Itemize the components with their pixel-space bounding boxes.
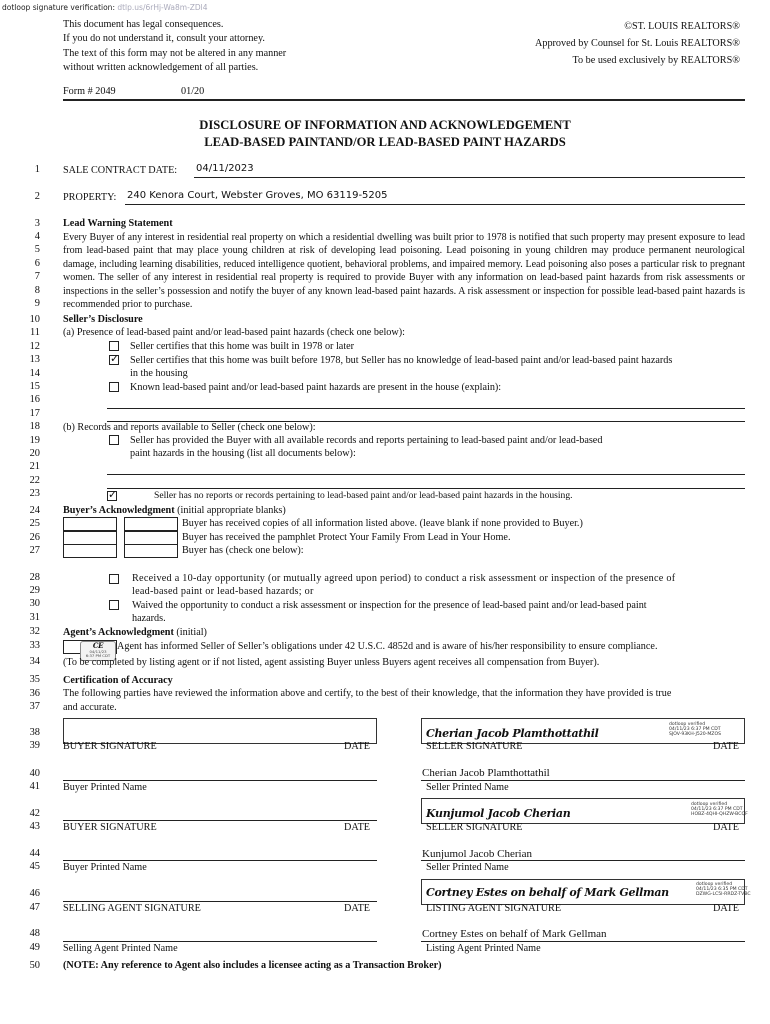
buyer-ack-note: (initial appropriate blanks)	[174, 505, 286, 516]
seller-2-verification: dotloop verified 04/11/23 6:37 PM CDT HOBZ-4QHI-QHZW-BCQF	[691, 802, 748, 818]
line-number: 1	[34, 164, 40, 175]
line-number: 36	[29, 688, 40, 699]
records-provided-checkbox[interactable]	[109, 435, 119, 445]
line-number: 11	[29, 327, 40, 338]
buyer-2-signature-line	[63, 820, 377, 821]
form-number: Form # 2049	[63, 86, 116, 97]
records-provided-label: Seller has provided the Buyer with all available records and reports pertaining to lead-based paint and/or lead-based	[130, 435, 603, 446]
certification-text: The following parties have reviewed the information above and certify, to the best of their knowledge, that the information they have provided is true	[63, 688, 672, 699]
line-number: 2	[34, 191, 40, 202]
agent-ack-note: (initial)	[173, 627, 207, 638]
buyer-has-label: Buyer has (check one below):	[182, 545, 304, 556]
agent-ack-title: Agent’s Acknowledgment	[63, 627, 174, 638]
legal-notice-line: The text of this form may not be altered in any manner	[63, 47, 287, 59]
agent-initials: CE	[92, 641, 104, 650]
waived-opportunity-label-cont: hazards.	[132, 613, 166, 624]
line-number: 39	[29, 740, 40, 751]
legal-notice-line: If you do not understand it, consult your attorney.	[63, 33, 265, 45]
no-records-label: Seller has no reports or records pertaining to lead-based paint and/or lead-based paint hazards in the housing.	[154, 490, 573, 501]
line-number: 42	[29, 808, 40, 819]
copyright-line: To be used exclusively by REALTORS®	[572, 55, 740, 66]
line-number: 30	[29, 598, 40, 609]
line-number: 19	[29, 435, 40, 446]
explain-line-1	[107, 408, 745, 409]
waived-opportunity-label: Waived the opportunity to conduct a risk assessment or inspection for the presence of lead-based paint and/or lead-based paint	[132, 600, 647, 611]
lead-warning-text: Every Buyer of any interest in residential real property on which a residential dwelling was built prior to 1978 is notified that such property may present exposure to lead from lead-based paint that may place young children at risk of developing lead poisoning. Lead poisoning in young children may produce permanent neurological damage, including learning disabilities, reduced intelligence quotient, behavioral problems, and impaired memory. Lead poisoning also poses a particular risk to pregnant women. The seller of any interest in residential real property is required to provide Buyer with any information on lead-based paint hazards from risk assessments or inspections in the seller’s possession and notify the buyer of any known lead-based paint hazards. A risk assessment or inspection for possible lead-based paint hazards is recommended prior to purchase.	[63, 232, 745, 311]
date-label: DATE	[713, 822, 740, 833]
buyer-initial-box[interactable]	[63, 544, 117, 558]
listing-agent-printed-line	[421, 941, 745, 942]
title-line-1: DISCLOSURE OF INFORMATION AND ACKNOWLEDGEMENT	[199, 118, 571, 132]
agent-ack-note: (To be completed by listing agent or if not listed, agent assisting Buyer unless Buyers agent receives all compensation from Buyer).	[63, 657, 600, 668]
line-number: 26	[29, 532, 40, 543]
documents-line-1	[107, 474, 745, 475]
seller-2-printed-line	[421, 860, 745, 861]
line-number: 37	[29, 701, 40, 712]
title-line-2: LEAD-BASED PAINTAND/OR LEAD-BASED PAINT HAZARDS	[204, 135, 566, 149]
seller-1-printed-name[interactable]: Cherian Jacob Plamthottathil	[422, 767, 550, 779]
listing-agent-printed-name[interactable]: Cortney Estes on behalf of Mark Gellman	[422, 928, 607, 940]
line-number: 35	[29, 674, 40, 685]
selling-agent-signature-label: SELLING AGENT SIGNATURE	[63, 903, 201, 914]
listing-agent-verification: dotloop verified 04/11/23 6:35 PM CDT DZWG-LC5I-RRDZ-TVBC	[696, 882, 751, 898]
line-number: 7	[34, 271, 40, 282]
line-number: 14	[29, 368, 40, 379]
line-number: 50	[29, 960, 40, 971]
line-number: 13	[29, 354, 40, 365]
line-number: 47	[29, 902, 40, 913]
no-records-checkbox[interactable]	[107, 488, 118, 501]
listing-agent-printed-label: Listing Agent Printed Name	[426, 943, 541, 954]
line-number: 23	[29, 488, 40, 499]
line-number: 10	[29, 314, 40, 325]
seller-printed-line	[421, 780, 745, 781]
transaction-broker-note: (NOTE: Any reference to Agent also includes a licensee acting as a Transaction Broker)	[63, 960, 442, 971]
known-hazards-checkbox[interactable]	[109, 382, 119, 392]
date-label: DATE	[713, 741, 740, 752]
presence-question: (a) Presence of lead-based paint and/or lead-based paint hazards (check one below):	[63, 327, 405, 338]
line-number: 46	[29, 888, 40, 899]
line-number: 45	[29, 861, 40, 872]
line-number: 16	[29, 394, 40, 405]
seller-signature-label: SELLER SIGNATURE	[426, 741, 523, 752]
sale-contract-date-field[interactable]: 04/11/2023	[196, 163, 254, 174]
buyer-received-pamphlet: Buyer has received the pamphlet Protect Your Family From Lead in Your Home.	[182, 532, 511, 543]
records-question: (b) Records and reports available to Seller (check one below):	[63, 422, 316, 433]
built-before-1978-label: Seller certifies that this home was built before 1978, but Seller has no knowledge of lead-based paint and/or lead-based paint hazards	[130, 355, 673, 366]
waived-opportunity-checkbox[interactable]	[109, 600, 119, 610]
line-number: 18	[29, 421, 40, 432]
check-mark-icon: ✓	[108, 488, 118, 501]
buyer-initial-box[interactable]	[124, 517, 178, 531]
sale-contract-date-label: SALE CONTRACT DATE:	[63, 165, 178, 176]
sale-date-underline	[194, 177, 745, 178]
built-before-1978-label-cont: in the housing	[130, 368, 188, 379]
line-number: 25	[29, 518, 40, 529]
seller-printed-label: Seller Printed Name	[426, 782, 509, 793]
form-date: 01/20	[181, 86, 205, 97]
seller-2-signature: Kunjumol Jacob Cherian	[426, 807, 571, 820]
agent-ack-text: Agent has informed Seller of Seller’s obligations under 42 U.S.C. 4852d and is aware of his/her responsibility to ensure compliance.	[117, 641, 658, 652]
documents-line-2	[107, 488, 745, 489]
header-rule	[63, 99, 745, 101]
legal-notice-line: This document has legal consequences.	[63, 19, 224, 30]
line-number: 12	[29, 341, 40, 352]
received-opportunity-checkbox[interactable]	[109, 574, 119, 584]
line-number: 4	[34, 231, 40, 242]
line-number: 3	[34, 218, 40, 229]
property-field[interactable]: 240 Kenora Court, Webster Groves, MO 63119-5205	[127, 190, 388, 201]
line-number: 17	[29, 408, 40, 419]
document-title	[0, 117, 770, 151]
buyer-2-printed-line	[63, 860, 377, 861]
line-number: 44	[29, 848, 40, 859]
date-label: DATE	[344, 822, 371, 833]
agent-initials-date: 04/11/23 6:37 PM CDT	[85, 649, 111, 658]
line-number: 8	[34, 285, 40, 296]
seller-1-signature: Cherian Jacob Plamthottathil	[426, 727, 599, 740]
legal-notice-line: without written acknowledgement of all parties.	[63, 62, 259, 74]
buyer-initial-box[interactable]	[63, 517, 117, 531]
buyer-signature-label: BUYER SIGNATURE	[63, 822, 157, 833]
buyer-received-copies: Buyer has received copies of all information listed above. (leave blank if none provided to Buyer.)	[182, 518, 583, 529]
buyer-ack-heading	[63, 505, 286, 516]
selling-agent-printed-line	[63, 941, 377, 942]
property-underline	[125, 204, 745, 205]
line-number: 6	[34, 258, 40, 269]
seller-printed-label: Seller Printed Name	[426, 862, 509, 873]
line-number: 28	[29, 572, 40, 583]
received-opportunity-label: Received a 10-day opportunity (or mutually agreed upon period) to conduct a risk assessment or inspection of the presence of	[132, 573, 676, 584]
built-after-1978-label: Seller certifies that this home was built in 1978 or later	[130, 341, 355, 352]
seller-disclosure-heading: Seller’s Disclosure	[63, 314, 143, 325]
certification-heading: Certification of Accuracy	[63, 675, 173, 686]
line-number: 31	[29, 612, 40, 623]
dotloop-verification-bar	[2, 3, 208, 12]
built-after-1978-checkbox[interactable]	[109, 341, 119, 351]
line-number: 22	[29, 475, 40, 486]
line-number: 29	[29, 585, 40, 596]
seller-1-verification: dotloop verified 04/11/23 6:37 PM CDT SJOV-93KH-J520-MZOS	[669, 722, 721, 738]
date-label: DATE	[344, 903, 371, 914]
legal-notice	[63, 18, 286, 76]
copyright-line: ©ST. LOUIS REALTORS®	[624, 21, 740, 32]
copyright-notice	[535, 18, 740, 69]
line-number: 41	[29, 781, 40, 792]
buyer-initial-box[interactable]	[63, 531, 117, 545]
seller-signature-label: SELLER SIGNATURE	[426, 822, 523, 833]
line-number: 9	[34, 298, 40, 309]
line-number: 34	[29, 656, 40, 667]
buyer-initial-box[interactable]	[124, 531, 178, 545]
check-mark-icon: ✓	[110, 352, 120, 365]
line-number: 24	[29, 505, 40, 516]
known-hazards-label: Known lead-based paint and/or lead-based paint hazards are present in the house (explain):	[130, 382, 502, 393]
line-number: 40	[29, 768, 40, 779]
certification-text-cont: and accurate.	[63, 702, 117, 713]
line-number: 32	[29, 626, 40, 637]
buyer-ack-title: Buyer’s Acknowledgment	[63, 505, 175, 516]
listing-agent-signature-label: LISTING AGENT SIGNATURE	[426, 903, 562, 914]
property-label: PROPERTY:	[63, 192, 117, 203]
records-provided-label-cont: paint hazards in the housing (list all documents below):	[130, 448, 356, 459]
line-number: 5	[34, 244, 40, 255]
listing-agent-signature: Cortney Estes on behalf of Mark Gellman	[426, 886, 669, 899]
selling-agent-signature-line	[63, 901, 377, 902]
line-number: 27	[29, 545, 40, 556]
line-number: 33	[29, 640, 40, 651]
verification-label: dotloop signature verification:	[2, 3, 115, 12]
buyer-initial-box[interactable]	[124, 544, 178, 558]
lead-warning-heading: Lead Warning Statement	[63, 218, 173, 229]
line-number: 49	[29, 942, 40, 953]
date-label: DATE	[713, 903, 740, 914]
line-number: 43	[29, 821, 40, 832]
copyright-line: Approved by Counsel for St. Louis REALTORS®	[535, 38, 740, 49]
built-before-1978-checkbox[interactable]	[109, 352, 120, 365]
line-number: 48	[29, 928, 40, 939]
buyer-printed-line	[63, 780, 377, 781]
line-number: 20	[29, 448, 40, 459]
line-number: 15	[29, 381, 40, 392]
line-number: 38	[29, 727, 40, 738]
agent-ack-heading	[63, 627, 207, 638]
date-label: DATE	[344, 741, 371, 752]
selling-agent-printed-label: Selling Agent Printed Name	[63, 943, 178, 954]
verification-link[interactable]: dtlp.us/6rHj-Wa8m-ZDl4	[117, 3, 208, 12]
buyer-printed-label: Buyer Printed Name	[63, 862, 147, 873]
seller-2-printed-name[interactable]: Kunjumol Jacob Cherian	[422, 848, 532, 860]
buyer-printed-label: Buyer Printed Name	[63, 782, 147, 793]
received-opportunity-label-cont: lead-based paint or lead-based hazards; or	[132, 586, 314, 597]
buyer-signature-label: BUYER SIGNATURE	[63, 741, 157, 752]
line-number: 21	[29, 461, 40, 472]
